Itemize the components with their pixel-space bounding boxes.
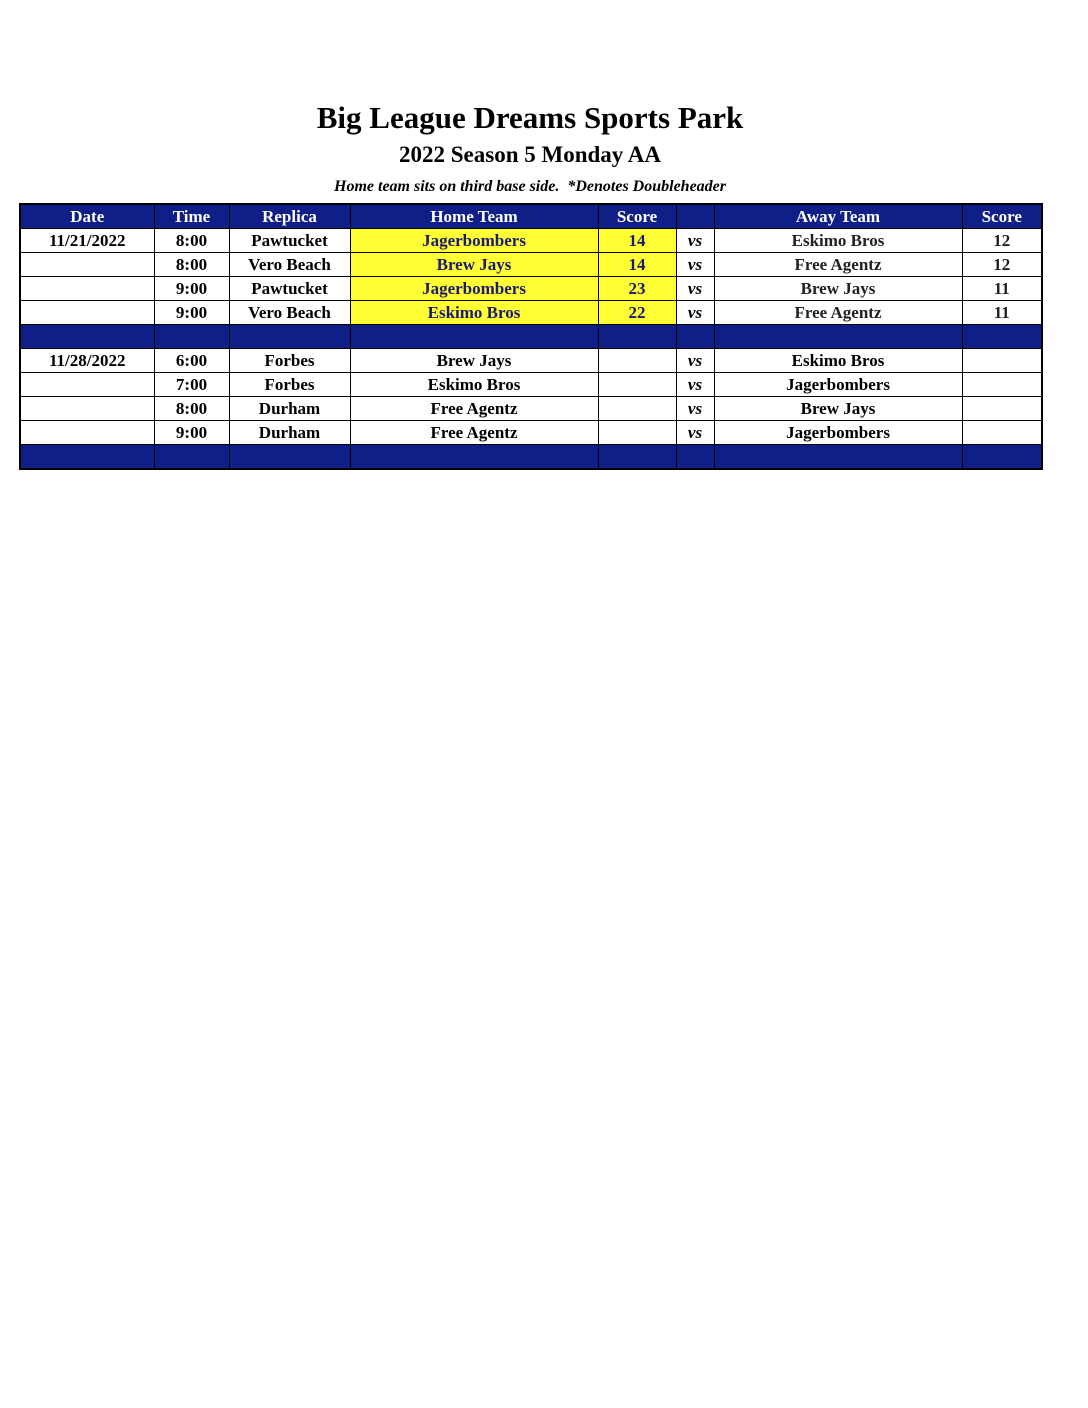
vs-cell: vs <box>676 373 714 397</box>
away-score-cell <box>962 397 1042 421</box>
away-team-cell: Brew Jays <box>714 397 962 421</box>
week-separator-row <box>20 325 1042 349</box>
home-score-cell <box>598 421 676 445</box>
replica-cell: Durham <box>229 397 350 421</box>
away-score-cell: 11 <box>962 277 1042 301</box>
table-row <box>20 229 1042 253</box>
date-cell <box>20 421 154 445</box>
away-score-cell: 11 <box>962 301 1042 325</box>
vs-cell: vs <box>676 229 714 253</box>
column-header-home-team: Home Team <box>350 204 598 229</box>
away-score-cell <box>962 421 1042 445</box>
separator-cell <box>350 325 598 349</box>
separator-cell <box>154 445 229 470</box>
home-score-cell <box>598 349 676 373</box>
home-team-cell: Eskimo Bros <box>350 373 598 397</box>
time-cell: 9:00 <box>154 421 229 445</box>
replica-cell: Vero Beach <box>229 301 350 325</box>
separator-cell <box>229 445 350 470</box>
replica-cell: Vero Beach <box>229 253 350 277</box>
home-score-cell: 14 <box>598 229 676 253</box>
date-cell <box>20 253 154 277</box>
time-cell: 7:00 <box>154 373 229 397</box>
date-cell <box>20 301 154 325</box>
column-header-home-score: Score <box>598 204 676 229</box>
vs-cell: vs <box>676 277 714 301</box>
column-header-replica: Replica <box>229 204 350 229</box>
away-score-cell: 12 <box>962 229 1042 253</box>
home-team-cell: Jagerbombers <box>350 229 598 253</box>
home-score-cell <box>598 373 676 397</box>
home-team-cell: Eskimo Bros <box>350 301 598 325</box>
page-title: Big League Dreams Sports Park <box>316 100 744 135</box>
separator-cell <box>229 325 350 349</box>
home-team-cell: Brew Jays <box>350 253 598 277</box>
separator-cell <box>676 325 714 349</box>
away-score-cell <box>962 373 1042 397</box>
away-team-cell: Free Agentz <box>714 253 962 277</box>
home-score-cell: 14 <box>598 253 676 277</box>
table-header-row <box>20 204 1042 229</box>
time-cell: 9:00 <box>154 301 229 325</box>
home-team-cell: Free Agentz <box>350 397 598 421</box>
date-cell <box>20 373 154 397</box>
column-header-time: Time <box>154 204 229 229</box>
column-header-away-score: Score <box>962 204 1042 229</box>
separator-cell <box>154 325 229 349</box>
schedule-table <box>19 203 1043 470</box>
time-cell: 8:00 <box>154 229 229 253</box>
separator-cell <box>350 445 598 470</box>
away-score-cell: 12 <box>962 253 1042 277</box>
away-team-cell: Jagerbombers <box>714 373 962 397</box>
away-team-cell: Brew Jays <box>714 277 962 301</box>
table-row <box>20 397 1042 421</box>
separator-cell <box>676 445 714 470</box>
page-subtitle: 2022 Season 5 Monday AA <box>399 142 661 167</box>
separator-cell <box>714 325 962 349</box>
table-row <box>20 277 1042 301</box>
away-team-cell: Jagerbombers <box>714 421 962 445</box>
date-cell: 11/21/2022 <box>20 229 154 253</box>
away-team-cell: Free Agentz <box>714 301 962 325</box>
time-cell: 6:00 <box>154 349 229 373</box>
replica-cell: Pawtucket <box>229 277 350 301</box>
replica-cell: Forbes <box>229 349 350 373</box>
away-team-cell: Eskimo Bros <box>714 349 962 373</box>
table-row <box>20 421 1042 445</box>
separator-cell <box>20 325 154 349</box>
separator-cell <box>714 445 962 470</box>
table-row <box>20 253 1042 277</box>
vs-cell: vs <box>676 421 714 445</box>
column-header-vs <box>676 204 714 229</box>
replica-cell: Pawtucket <box>229 229 350 253</box>
separator-cell <box>962 445 1042 470</box>
separator-cell <box>20 445 154 470</box>
time-cell: 8:00 <box>154 253 229 277</box>
separator-cell <box>598 445 676 470</box>
time-cell: 9:00 <box>154 277 229 301</box>
home-score-cell: 23 <box>598 277 676 301</box>
vs-cell: vs <box>676 301 714 325</box>
separator-cell <box>962 325 1042 349</box>
table-row <box>20 373 1042 397</box>
column-header-away-team: Away Team <box>714 204 962 229</box>
vs-cell: vs <box>676 253 714 277</box>
date-cell: 11/28/2022 <box>20 349 154 373</box>
away-score-cell <box>962 349 1042 373</box>
week-separator-row <box>20 445 1042 470</box>
column-header-date: Date <box>20 204 154 229</box>
table-row <box>20 301 1042 325</box>
home-team-cell: Free Agentz <box>350 421 598 445</box>
schedule-note: Home team sits on third base side. *Denotes Doubleheader <box>334 178 726 195</box>
away-team-cell: Eskimo Bros <box>714 229 962 253</box>
time-cell: 8:00 <box>154 397 229 421</box>
home-score-cell <box>598 397 676 421</box>
vs-cell: vs <box>676 397 714 421</box>
date-cell <box>20 397 154 421</box>
replica-cell: Durham <box>229 421 350 445</box>
home-score-cell: 22 <box>598 301 676 325</box>
replica-cell: Forbes <box>229 373 350 397</box>
table-row <box>20 349 1042 373</box>
home-team-cell: Brew Jays <box>350 349 598 373</box>
separator-cell <box>598 325 676 349</box>
vs-cell: vs <box>676 349 714 373</box>
home-team-cell: Jagerbombers <box>350 277 598 301</box>
date-cell <box>20 277 154 301</box>
